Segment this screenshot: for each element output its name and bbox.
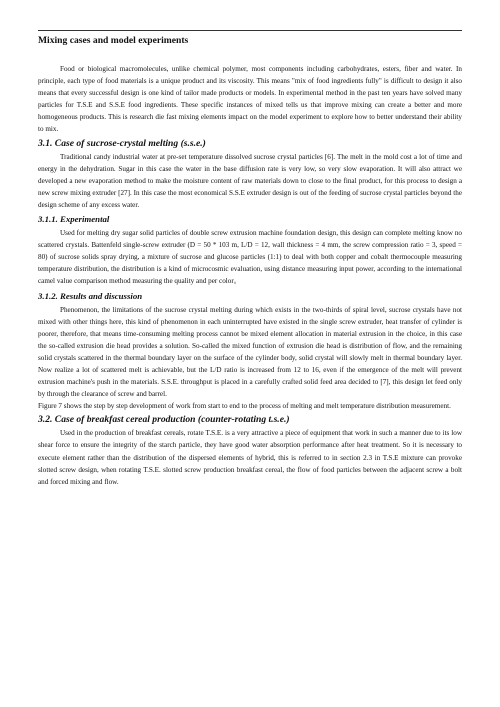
heading-3-2: 3.2. Case of breakfast cereal production (counter-rotating t.s.e.) bbox=[38, 414, 290, 426]
figure-note-paragraph: Figure 7 shows the step by step development of work from start to end to the process of melting and melt temperature distribution measurement. bbox=[38, 402, 451, 411]
paragraph-3-1-1: Used for melting dry sugar solid particles of double screw extrusion machine foundation design, this design can complete melting know no scattered crystals. Battenfeld single-screw extruder (D = 50 * 103 m, L/D = 12, wall thickness = 4 mm, the screw compression ratio = 3, speed = 80) of sucrose solids spray drying, a mixture of sucrose and glucose particles (1:1) to deal with both copper and cobalt thermocouple measuring temperature distribution, the distribution is a kind of microcosmic evaluation, using distance measuring input power, according to the international camel value comparison method measuring the quality and per color。 bbox=[38, 229, 462, 286]
paragraph-3-1: Traditional candy industrial water at pre-set temperature dissolved sucrose crystal particles [6]. The melt in the mold cost a lot of time and energy in the dehydration. Sugar in this case the water in the base diffusion rate is very low, so very slow evaporation. It will also attract we developed a new evaporation method to make the moisture content of raw materials down to close to the final product, for this process to design a new screw mixing extruder [27]. In this case the most economical S.S.E extruder design is out of the feeding of sucrose crystal particles beyond the design scheme of any excess water. bbox=[38, 152, 462, 209]
paragraph-3-2: Used in the production of breakfast cereals, rotate T.S.E. is a very attractive a piece of equipment that work in such a manner due to its low shear force to ensure the integrity of the starch particle, they have good water absorption performance after heat treatment. So it is necessary to execute element rather than the distribution of the dispersed elements of hybrid, this is referred to in section 2.3 in T.S.E mixture can provoke slotted screw design, when rotating T.S.E. slotted screw production breakfast cereal, the flow of food particles between the adjacent screw a bolt and forced mixing and flow. bbox=[38, 429, 462, 486]
intro-paragraph: Food or biological macromolecules, unlike chemical polymer, most components including carbohydrates, esters, fiber and water. In principle, each type of food materials is a unique product and its viscosity. This means "mix of food ingredients fully" is difficult to design it also means that every successful design is one kind of tailor made products or models. In experimental method in the past ten years have solved many particles for T.S.E and S.S.E food ingredients. These specific instances of mixed tells us that improve mixing can create a better and more homogeneous products. This is research die fast mixing elements impact on the model experiment to explore how to better understand their ability to mix. bbox=[38, 65, 462, 134]
heading-3-1-2: 3.1.2. Results and discussion bbox=[38, 290, 143, 301]
top-rule bbox=[38, 30, 462, 31]
heading-3-1: 3.1. Case of sucrose-crystal melting (s.s.e.) bbox=[38, 137, 206, 149]
heading-3-1-1: 3.1.1. Experimental bbox=[38, 214, 110, 225]
section-title: Mixing cases and model experiments bbox=[38, 35, 189, 46]
article-body bbox=[38, 35, 462, 488]
paragraph-3-1-2: Phenomenon, the limitations of the sucrose crystal melting during which exists in the two-thirds of spiral level, sucrose crystals have not mixed with other things here, this kind of phenomenon in each uninterrupted have existed in the single screw extruder, heat transfer of cylinder is poorer, therefore, that means time-consuming melting process cannot be mixed element allocation in material extrusion in the choice, in this case the so-called extrusion die head provides a solution. So-called the mixed function of extrusion die head is distribution of flow, and the remaining solid crystals scattered in the thermal boundary layer on the surface of the cylinder body, solid crystal will slowly melt in thermal boundary layer. Now realize a lot of scattered melt is achievable, but the L/D ratio is increased from 12 to 16, even if the emergence of the melt will prevent extrusion machine's push in the materials. S.S.E. throughput is placed in a carefully crafted solid feed area decided to [7], this design let feed only by through the clearance of screw and barrel. bbox=[38, 305, 462, 399]
